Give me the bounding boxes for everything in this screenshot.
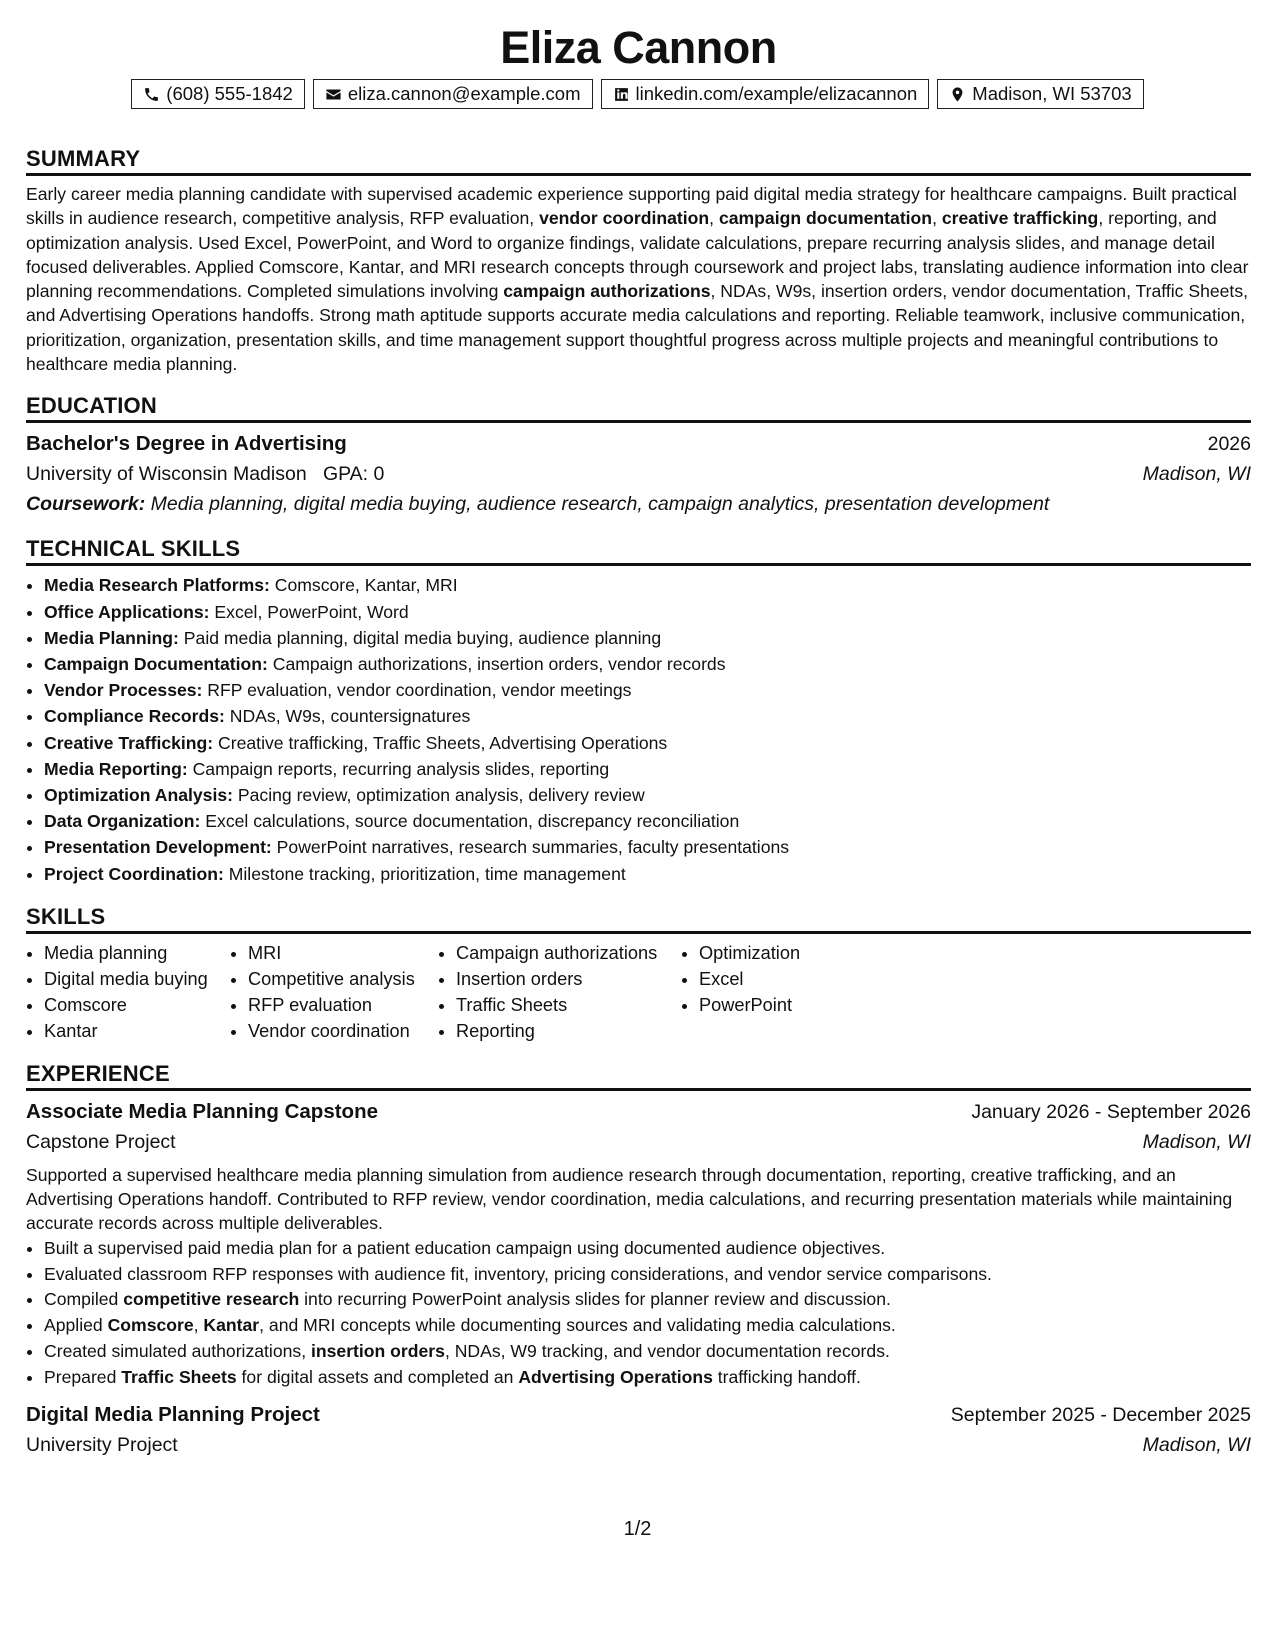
list-item: • Optimization	[699, 940, 899, 966]
job-location: Madison, WI	[1142, 1130, 1251, 1153]
list-item: • Media planning	[44, 940, 230, 966]
list-item: • Applied Comscore, Kantar, and MRI concepts while documenting sources and validating media calculations.	[44, 1313, 1251, 1339]
linkedin-contact[interactable]	[601, 79, 930, 109]
list-item: • Created simulated authorizations, insertion orders, NDAs, W9 tracking, and vendor documentation records.	[44, 1339, 1251, 1365]
school-row	[26, 459, 1251, 489]
job-org: Capstone Project	[26, 1130, 176, 1153]
list-item: • Excel	[699, 966, 899, 992]
skills-grid	[26, 940, 1251, 1044]
phone-contact[interactable]	[131, 79, 305, 109]
map-pin-icon	[949, 86, 966, 103]
linkedin-icon	[613, 86, 630, 103]
candidate-name: Eliza Cannon	[500, 22, 777, 73]
list-item: • Office Applications: Excel, PowerPoint, Word	[44, 599, 1251, 625]
job-bullets	[26, 1236, 1251, 1391]
resume-page	[26, 0, 1251, 1650]
job-title-row	[26, 1097, 1251, 1127]
technical-skills-heading: TECHNICAL SKILLS	[26, 535, 1251, 566]
list-item: • Media Reporting: Campaign reports, recurring analysis slides, reporting	[44, 756, 1251, 782]
job-entry	[26, 1400, 1251, 1460]
list-item: • RFP evaluation	[248, 992, 438, 1018]
school-name: University of Wisconsin Madison	[26, 463, 307, 486]
list-item: • Campaign Documentation: Campaign authorizations, insertion orders, vendor records	[44, 651, 1251, 677]
list-item: • Media Planning: Paid media planning, digital media buying, audience planning	[44, 625, 1251, 651]
email-text: eliza.cannon@example.com	[347, 83, 581, 104]
list-item: • Vendor coordination	[248, 1018, 438, 1044]
skills-column	[26, 940, 230, 1044]
list-item: • PowerPoint	[699, 992, 899, 1018]
list-item: • Competitive analysis	[248, 966, 438, 992]
experience-section	[26, 1060, 1251, 1461]
contact-bar	[0, 79, 1275, 109]
skills-column	[681, 940, 899, 1044]
list-item: • Optimization Analysis: Pacing review, optimization analysis, delivery review	[44, 782, 1251, 808]
list-item: • Campaign authorizations	[456, 940, 681, 966]
page-number: 1/2	[623, 1518, 652, 1540]
job-title-row	[26, 1400, 1251, 1430]
list-item: • Vendor Processes: RFP evaluation, vendor coordination, vendor meetings	[44, 677, 1251, 703]
skills-section	[26, 903, 1251, 1044]
gpa: GPA: 0	[322, 463, 385, 486]
list-item: • MRI	[248, 940, 438, 966]
list-item: • Insertion orders	[456, 966, 681, 992]
list-item: • Creative Trafficking: Creative trafficking, Traffic Sheets, Advertising Operations	[44, 730, 1251, 756]
list-item: • Compiled competitive research into recurring PowerPoint analysis slides for planner review and discussion.	[44, 1287, 1251, 1313]
job-org-row	[26, 1430, 1251, 1460]
list-item: • Project Coordination: Milestone tracking, prioritization, time management	[44, 861, 1251, 887]
list-item: • Traffic Sheets	[456, 992, 681, 1018]
summary-section	[26, 145, 1251, 376]
job-org-row	[26, 1127, 1251, 1157]
list-item: • Media Research Platforms: Comscore, Kantar, MRI	[44, 572, 1251, 598]
degree-row	[26, 429, 1251, 459]
school-location: Madison, WI	[1142, 463, 1251, 486]
list-item: • Digital media buying	[44, 966, 230, 992]
job-dates: January 2026 - September 2026	[971, 1100, 1251, 1123]
summary-heading: SUMMARY	[26, 145, 1251, 176]
education-heading: EDUCATION	[26, 392, 1251, 423]
skills-column	[230, 940, 438, 1044]
job-location: Madison, WI	[1142, 1434, 1251, 1457]
email-contact[interactable]	[313, 79, 593, 109]
envelope-icon	[325, 86, 342, 103]
list-item: • Reporting	[456, 1018, 681, 1044]
job-title: Digital Media Planning Project	[26, 1403, 320, 1427]
summary-text: Early career media planning candidate with supervised academic experience supporting paid digital media strategy for healthcare campaigns. Built practical skills in audience research, competitive analysis, RFP evaluation, vendor coordination, campaign documentation, creative trafficking, reporting, and optimization analysis. Used Excel, PowerPoint, and Word to organize findings, validate calculations, prepare recurring analysis slides, and manage detail focused deliverables. Applied Comscore, Kantar, and MRI research concepts through coursework and project labs, translating audience information into clear planning recommendations. Completed simulations involving campaign authorizations, NDAs, W9s, insertion orders, vendor documentation, Traffic Sheets, and Advertising Operations handoffs. Strong math aptitude supports accurate media calculations and reporting. Reliable teamwork, inclusive communication, prioritization, organization, presentation skills, and time management support thoughtful progress across multiple projects and meaningful contributions to healthcare media planning.	[26, 184, 1249, 375]
degree-year: 2026	[1207, 433, 1251, 456]
list-item: • Compliance Records: NDAs, W9s, countersignatures	[44, 703, 1251, 729]
list-item: • Kantar	[44, 1018, 230, 1044]
list-item: • Evaluated classroom RFP responses with audience fit, inventory, pricing considerations, and vendor service comparisons.	[44, 1262, 1251, 1288]
phone-icon	[143, 86, 160, 103]
job-org: University Project	[26, 1434, 178, 1457]
experience-heading: EXPERIENCE	[26, 1060, 1251, 1091]
skills-heading: SKILLS	[26, 903, 1251, 934]
degree-title: Bachelor's Degree in Advertising	[26, 432, 347, 456]
phone-text: (608) 555-1842	[166, 83, 293, 104]
job-description: Supported a supervised healthcare media planning simulation from audience research through documentation, reporting, creative trafficking, and an Advertising Operations handoff. Contributed to RFP review, vendor coordination, media calculations, and recurring presentation materials while maintaining accurate records across multiple deliverables.	[26, 1164, 1233, 1234]
list-item: • Data Organization: Excel calculations, source documentation, discrepancy reconciliation	[44, 808, 1251, 834]
skills-column	[438, 940, 681, 1044]
list-item: • Prepared Traffic Sheets for digital assets and completed an Advertising Operations trafficking handoff.	[44, 1365, 1251, 1391]
location-text: Madison, WI 53703	[972, 83, 1132, 104]
linkedin-text: linkedin.com/example/elizacannon	[635, 83, 918, 104]
location-contact	[937, 79, 1143, 109]
technical-skills-list	[26, 572, 1251, 886]
coursework: Coursework: Media planning, digital media buying, audience research, campaign analytics, presentation development	[26, 493, 1050, 516]
technical-skills-section	[26, 535, 1251, 886]
job-entry	[26, 1097, 1251, 1391]
job-dates: September 2025 - December 2025	[950, 1404, 1251, 1427]
list-item: • Comscore	[44, 992, 230, 1018]
job-title: Associate Media Planning Capstone	[26, 1099, 378, 1123]
list-item: • Presentation Development: PowerPoint narratives, research summaries, faculty presentations	[44, 834, 1251, 860]
list-item: • Built a supervised paid media plan for a patient education campaign using documented audience objectives.	[44, 1236, 1251, 1262]
education-section	[26, 392, 1251, 519]
